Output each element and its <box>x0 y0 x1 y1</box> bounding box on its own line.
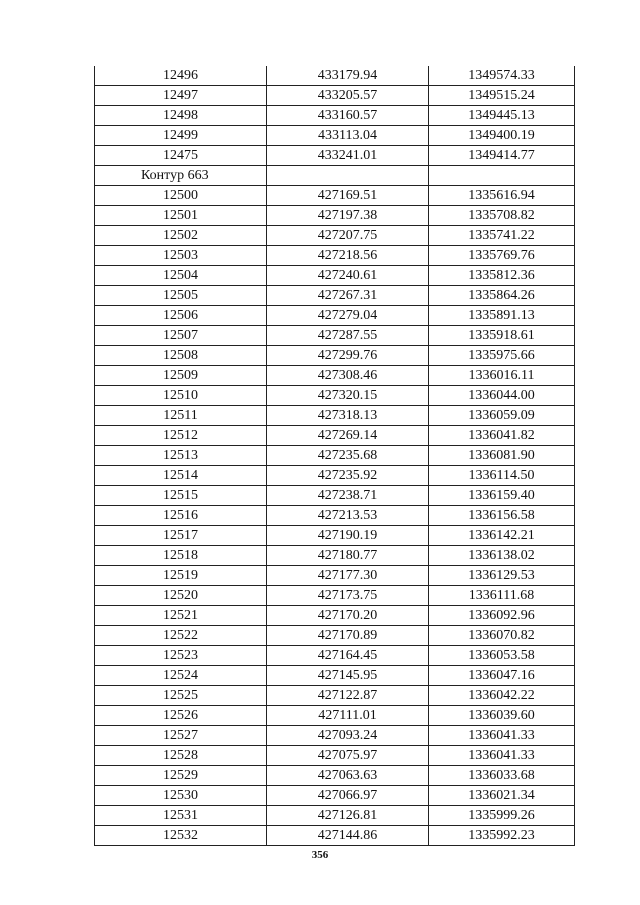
x-coordinate-cell: 427177.30 <box>267 566 429 586</box>
y-coordinate-cell: 1335999.26 <box>429 806 575 826</box>
point-number-cell: 12529 <box>95 766 267 786</box>
point-number-cell: 12504 <box>95 266 267 286</box>
table-row <box>95 766 575 786</box>
table-row <box>95 526 575 546</box>
point-number-cell: 12510 <box>95 386 267 406</box>
page-number: 356 <box>311 849 329 861</box>
table-row <box>95 546 575 566</box>
x-coordinate-cell: 427235.68 <box>267 446 429 466</box>
y-coordinate-cell: 1336053.58 <box>429 646 575 666</box>
point-number-cell: 12500 <box>95 186 267 206</box>
table-row <box>95 826 575 846</box>
table-row <box>95 806 575 826</box>
x-coordinate-cell: 427207.75 <box>267 226 429 246</box>
point-number-cell: 12496 <box>95 66 267 86</box>
x-coordinate-cell: 427238.71 <box>267 486 429 506</box>
table-row <box>95 466 575 486</box>
x-coordinate-cell: 427145.95 <box>267 666 429 686</box>
point-number-cell: 12509 <box>95 366 267 386</box>
point-number-cell: 12505 <box>95 286 267 306</box>
point-number-cell: 12521 <box>95 606 267 626</box>
x-coordinate-cell: 433113.04 <box>267 126 429 146</box>
y-coordinate-cell: 1336044.00 <box>429 386 575 406</box>
table-row <box>95 446 575 466</box>
x-coordinate-cell: 427235.92 <box>267 466 429 486</box>
point-number-cell: 12520 <box>95 586 267 606</box>
contour-header-row <box>95 166 575 186</box>
point-number-cell: 12506 <box>95 306 267 326</box>
x-coordinate-cell: 427126.81 <box>267 806 429 826</box>
table-row <box>95 406 575 426</box>
point-number-cell: 12502 <box>95 226 267 246</box>
y-coordinate-cell: 1336041.33 <box>429 726 575 746</box>
y-coordinate-cell: 1335975.66 <box>429 346 575 366</box>
point-number-cell: 12526 <box>95 706 267 726</box>
x-coordinate-cell: 427075.97 <box>267 746 429 766</box>
y-coordinate-cell: 1336081.90 <box>429 446 575 466</box>
table-row <box>95 626 575 646</box>
x-coordinate-cell: 427299.76 <box>267 346 429 366</box>
y-coordinate-cell: 1336047.16 <box>429 666 575 686</box>
point-number-cell: 12512 <box>95 426 267 446</box>
x-coordinate-cell: 427287.55 <box>267 326 429 346</box>
y-coordinate-cell: 1349515.24 <box>429 86 575 106</box>
point-number-cell: 12514 <box>95 466 267 486</box>
y-coordinate-cell: 1336159.40 <box>429 486 575 506</box>
table-row <box>95 106 575 126</box>
point-number-cell: 12507 <box>95 326 267 346</box>
table-row <box>95 686 575 706</box>
x-coordinate-cell: 433179.94 <box>267 66 429 86</box>
point-number-cell: 12531 <box>95 806 267 826</box>
y-coordinate-cell: 1336059.09 <box>429 406 575 426</box>
y-coordinate-cell: 1335708.82 <box>429 206 575 226</box>
table-row <box>95 66 575 86</box>
point-number-cell: 12527 <box>95 726 267 746</box>
x-coordinate-cell: 427180.77 <box>267 546 429 566</box>
x-coordinate-cell: 433241.01 <box>267 146 429 166</box>
point-number-cell: 12515 <box>95 486 267 506</box>
y-coordinate-cell: 1336033.68 <box>429 766 575 786</box>
x-coordinate-cell: 427170.89 <box>267 626 429 646</box>
point-number-cell: 12524 <box>95 666 267 686</box>
y-coordinate-cell: 1336021.34 <box>429 786 575 806</box>
y-coordinate-cell: 1336039.60 <box>429 706 575 726</box>
point-number-cell: 12516 <box>95 506 267 526</box>
table-row <box>95 226 575 246</box>
table-row <box>95 426 575 446</box>
table-row <box>95 206 575 226</box>
point-number-cell: 12475 <box>95 146 267 166</box>
y-coordinate-cell: 1336092.96 <box>429 606 575 626</box>
x-coordinate-cell <box>267 166 429 186</box>
y-coordinate-cell: 1336111.68 <box>429 586 575 606</box>
point-number-cell: 12517 <box>95 526 267 546</box>
x-coordinate-cell: 427122.87 <box>267 686 429 706</box>
point-number-cell: 12518 <box>95 546 267 566</box>
point-number-cell: 12503 <box>95 246 267 266</box>
table-row <box>95 86 575 106</box>
table-row <box>95 506 575 526</box>
table-row <box>95 386 575 406</box>
y-coordinate-cell <box>429 166 575 186</box>
x-coordinate-cell: 427318.13 <box>267 406 429 426</box>
x-coordinate-cell: 433160.57 <box>267 106 429 126</box>
x-coordinate-cell: 427170.20 <box>267 606 429 626</box>
table-row <box>95 326 575 346</box>
x-coordinate-cell: 427144.86 <box>267 826 429 846</box>
y-coordinate-cell: 1335864.26 <box>429 286 575 306</box>
table-row <box>95 706 575 726</box>
x-coordinate-cell: 427190.19 <box>267 526 429 546</box>
point-number-cell: 12528 <box>95 746 267 766</box>
y-coordinate-cell: 1336041.33 <box>429 746 575 766</box>
x-coordinate-cell: 427320.15 <box>267 386 429 406</box>
y-coordinate-cell: 1336156.58 <box>429 506 575 526</box>
y-coordinate-cell: 1336070.82 <box>429 626 575 646</box>
table-row <box>95 586 575 606</box>
point-number-cell: 12499 <box>95 126 267 146</box>
x-coordinate-cell: 427213.53 <box>267 506 429 526</box>
x-coordinate-cell: 427111.01 <box>267 706 429 726</box>
point-number-cell: 12511 <box>95 406 267 426</box>
x-coordinate-cell: 427063.63 <box>267 766 429 786</box>
x-coordinate-cell: 427279.04 <box>267 306 429 326</box>
point-number-cell: 12530 <box>95 786 267 806</box>
point-number-cell: 12513 <box>95 446 267 466</box>
y-coordinate-cell: 1335992.23 <box>429 826 575 846</box>
x-coordinate-cell: 427173.75 <box>267 586 429 606</box>
y-coordinate-cell: 1336042.22 <box>429 686 575 706</box>
table-row <box>95 126 575 146</box>
x-coordinate-cell: 427240.61 <box>267 266 429 286</box>
table-row <box>95 146 575 166</box>
table-row <box>95 346 575 366</box>
x-coordinate-cell: 427269.14 <box>267 426 429 446</box>
point-number-cell: 12497 <box>95 86 267 106</box>
y-coordinate-cell: 1335769.76 <box>429 246 575 266</box>
x-coordinate-cell: 427066.97 <box>267 786 429 806</box>
y-coordinate-cell: 1335741.22 <box>429 226 575 246</box>
table-row <box>95 306 575 326</box>
point-number-cell: 12519 <box>95 566 267 586</box>
point-number-cell: 12501 <box>95 206 267 226</box>
point-number-cell: 12508 <box>95 346 267 366</box>
y-coordinate-cell: 1336138.02 <box>429 546 575 566</box>
table-row <box>95 186 575 206</box>
table-row <box>95 786 575 806</box>
x-coordinate-cell: 427267.31 <box>267 286 429 306</box>
coordinates-table <box>94 66 575 846</box>
table-row <box>95 366 575 386</box>
y-coordinate-cell: 1336041.82 <box>429 426 575 446</box>
point-number-cell: 12522 <box>95 626 267 646</box>
y-coordinate-cell: 1349574.33 <box>429 66 575 86</box>
table-row <box>95 486 575 506</box>
table-row <box>95 246 575 266</box>
table-row <box>95 266 575 286</box>
x-coordinate-cell: 427169.51 <box>267 186 429 206</box>
x-coordinate-cell: 427164.45 <box>267 646 429 666</box>
point-number-cell: 12525 <box>95 686 267 706</box>
y-coordinate-cell: 1335616.94 <box>429 186 575 206</box>
y-coordinate-cell: 1335812.36 <box>429 266 575 286</box>
y-coordinate-cell: 1336114.50 <box>429 466 575 486</box>
table-row <box>95 726 575 746</box>
x-coordinate-cell: 433205.57 <box>267 86 429 106</box>
y-coordinate-cell: 1336016.11 <box>429 366 575 386</box>
x-coordinate-cell: 427197.38 <box>267 206 429 226</box>
point-number-cell: 12532 <box>95 826 267 846</box>
table-row <box>95 566 575 586</box>
y-coordinate-cell: 1336142.21 <box>429 526 575 546</box>
y-coordinate-cell: 1336129.53 <box>429 566 575 586</box>
table-row <box>95 746 575 766</box>
table-row <box>95 666 575 686</box>
y-coordinate-cell: 1349400.19 <box>429 126 575 146</box>
y-coordinate-cell: 1349414.77 <box>429 146 575 166</box>
point-number-cell: Контур 663 <box>95 166 267 186</box>
x-coordinate-cell: 427093.24 <box>267 726 429 746</box>
point-number-cell: 12498 <box>95 106 267 126</box>
y-coordinate-cell: 1335891.13 <box>429 306 575 326</box>
table-row <box>95 646 575 666</box>
x-coordinate-cell: 427218.56 <box>267 246 429 266</box>
x-coordinate-cell: 427308.46 <box>267 366 429 386</box>
table-row <box>95 606 575 626</box>
coordinates-table-body <box>95 66 575 846</box>
y-coordinate-cell: 1335918.61 <box>429 326 575 346</box>
point-number-cell: 12523 <box>95 646 267 666</box>
y-coordinate-cell: 1349445.13 <box>429 106 575 126</box>
table-row <box>95 286 575 306</box>
